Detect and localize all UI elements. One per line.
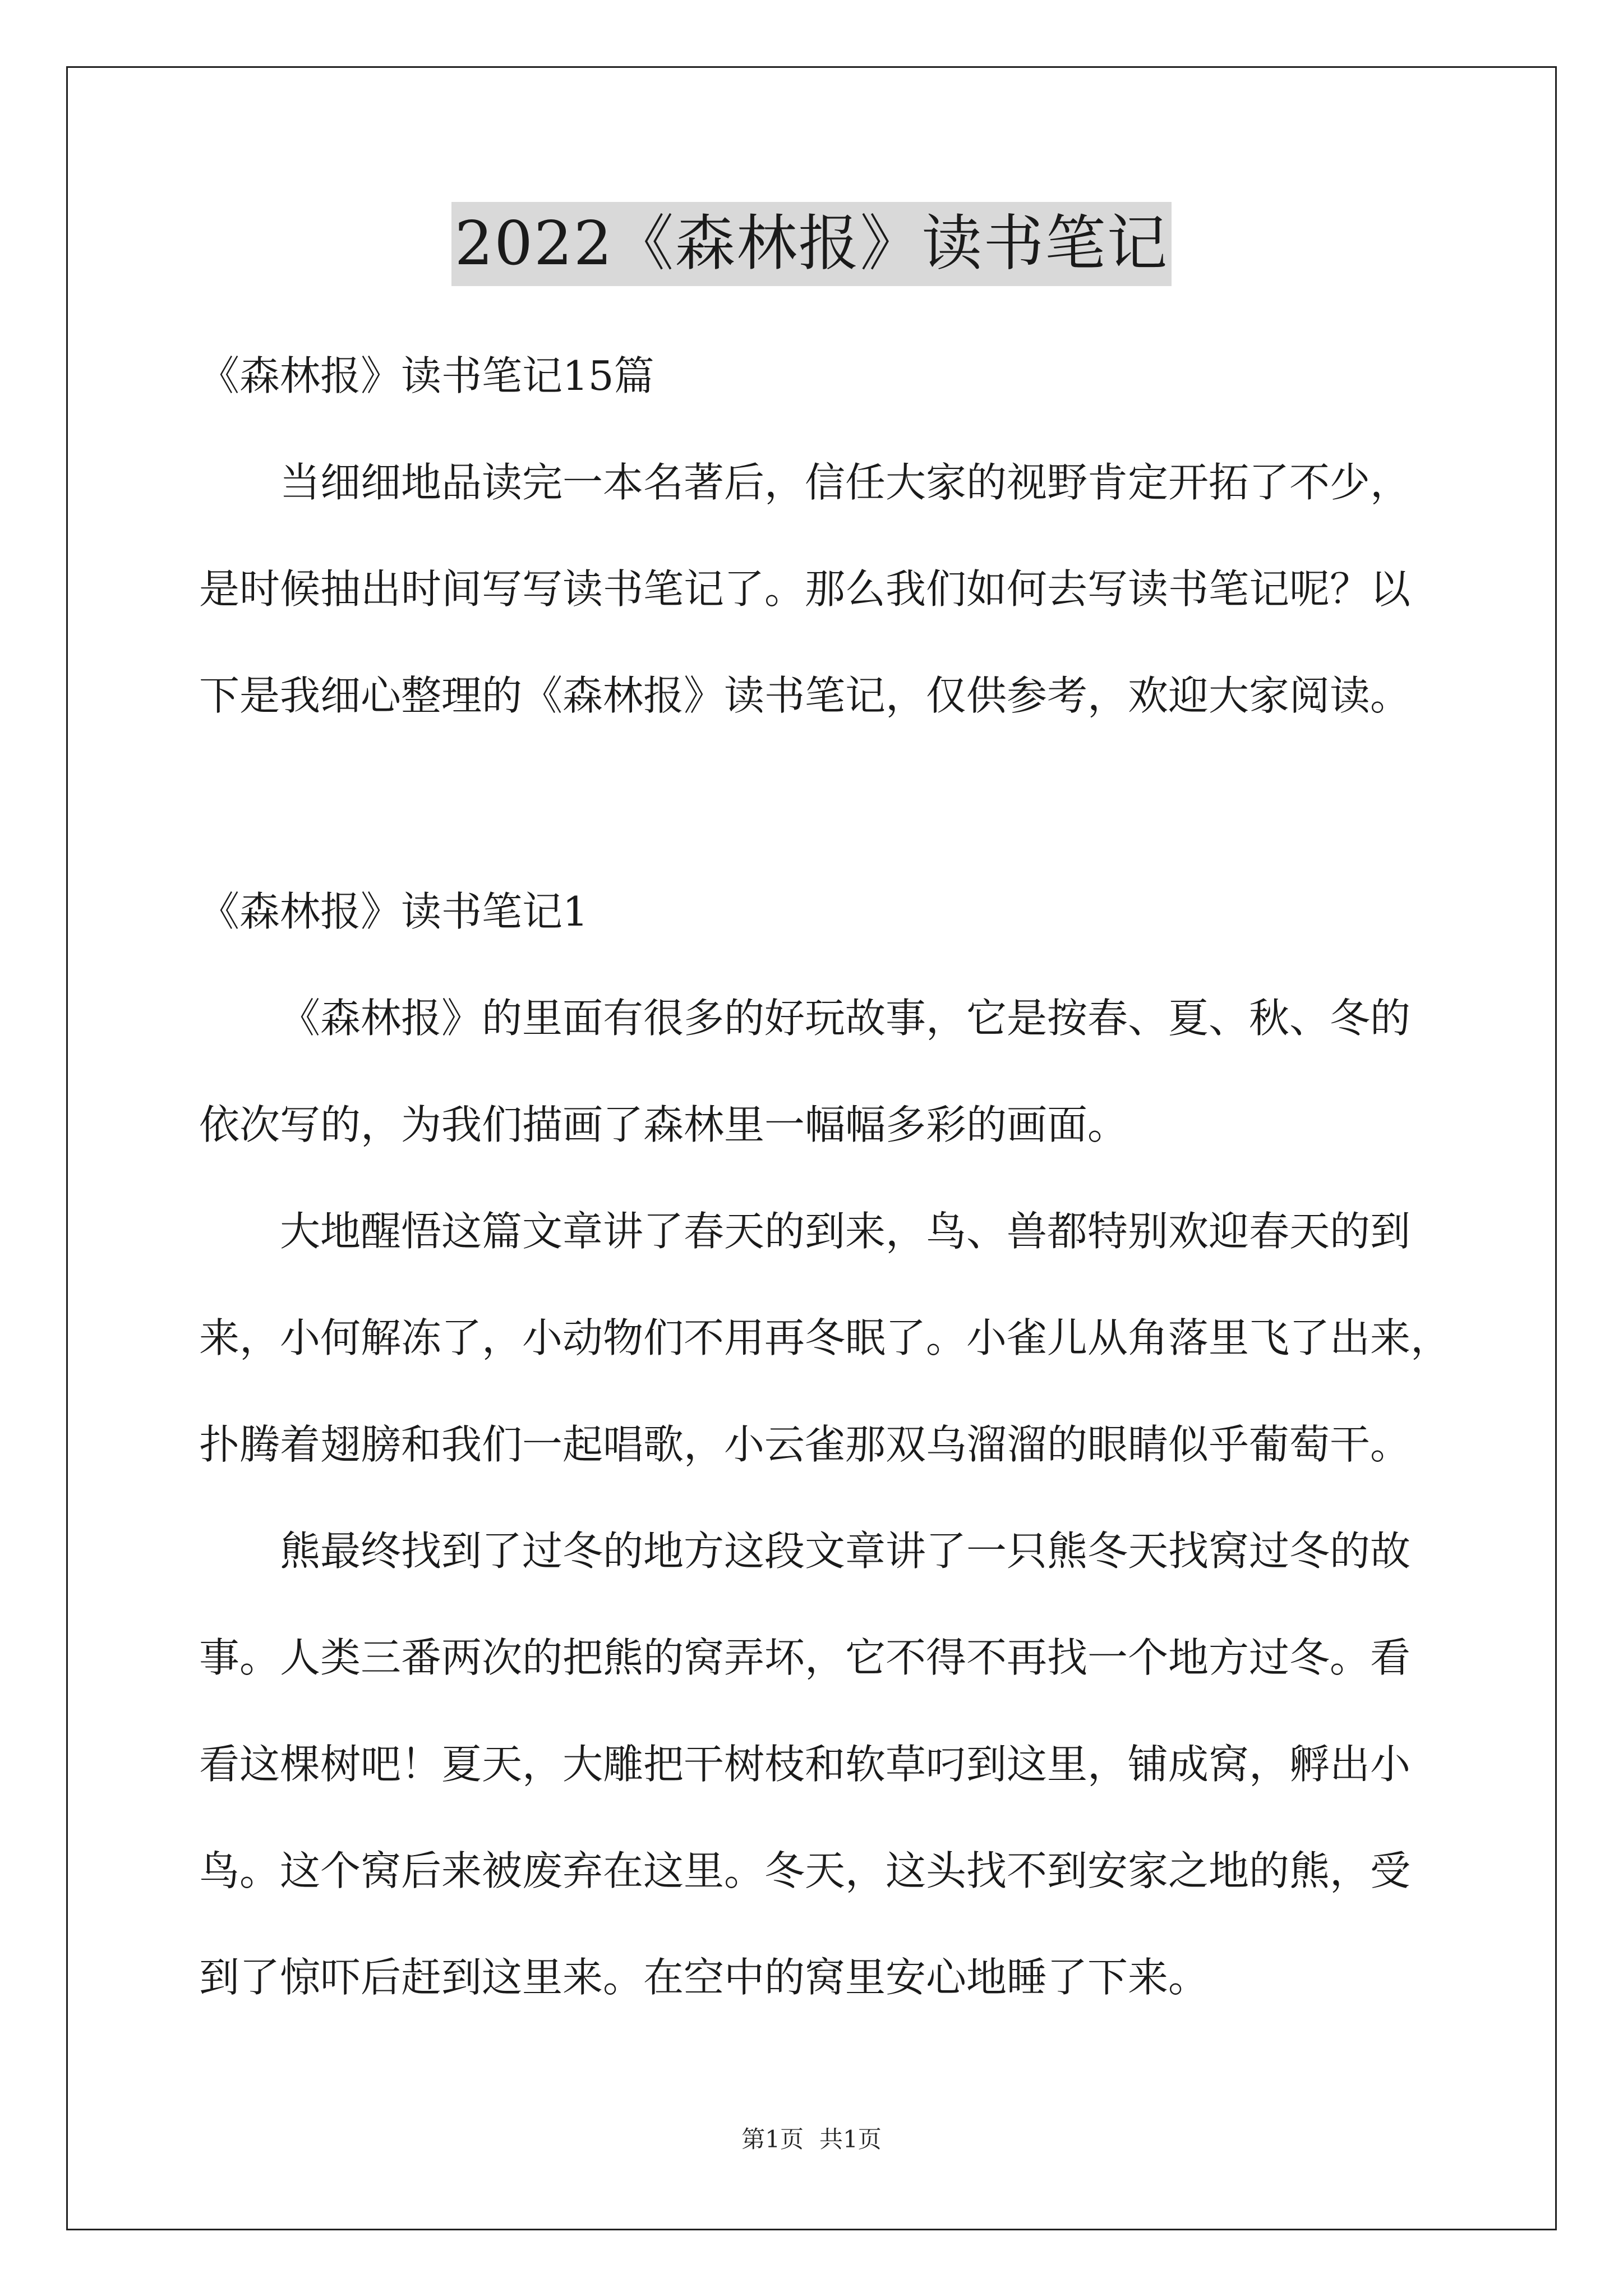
- section1-para2-line-2: 来，小何解冻了，小动物们不用再冬眠了。小雀儿从角落里飞了出来，: [199, 1314, 1451, 1361]
- intro-line-3: 下是我细心整理的《森林报》读书笔记，仅供参考，欢迎大家阅读。: [199, 672, 1411, 719]
- page-number: 第1页: [741, 2125, 804, 2153]
- section1-para3-line-2: 事。人类三番两次的把熊的窝弄坏，它不得不再找一个地方过冬。看: [199, 1634, 1411, 1681]
- section1-para3-line-5: 到了惊吓后赶到这里来。在空中的窝里安心地睡了下来。: [199, 1954, 1209, 2001]
- intro-line-2: 是时候抽出时间写写读书笔记了。那么我们如何去写读书笔记呢？以: [199, 565, 1411, 613]
- document-title: 2022《森林报》读书笔记: [451, 202, 1172, 286]
- section1-para1-line-1: 《森林报》的里面有很多的好玩故事，它是按春、夏、秋、冬的: [280, 995, 1411, 1042]
- section1-para1-line-2: 依次写的，为我们描画了森林里一幅幅多彩的画面。: [199, 1101, 1128, 1148]
- intro-line-1: 当细细地品读完一本名著后，信任大家的视野肯定开拓了不少，: [280, 459, 1411, 506]
- section1-para2-line-3: 扑腾着翅膀和我们一起唱歌，小云雀那双乌溜溜的眼睛似乎葡萄干。: [199, 1421, 1411, 1468]
- title-container: [0, 202, 1623, 286]
- section1-heading: 《森林报》读书笔记1: [199, 888, 588, 935]
- section1-para2-line-1: 大地醒悟这篇文章讲了春天的到来，鸟、兽都特别欢迎春天的到: [280, 1208, 1411, 1255]
- page-footer: [0, 2123, 1623, 2156]
- section1-para3-line-3: 看这棵树吧！夏天，大雕把干树枝和软草叼到这里，铺成窝，孵出小: [199, 1741, 1411, 1788]
- intro-heading: 《森林报》读书笔记15篇: [199, 352, 654, 399]
- page-total: 共1页: [819, 2125, 882, 2153]
- section1-para3-line-1: 熊最终找到了过冬的地方这段文章讲了一只熊冬天找窝过冬的故: [280, 1527, 1411, 1575]
- section1-para3-line-4: 鸟。这个窝后来被废弃在这里。冬天，这头找不到安家之地的熊，受: [199, 1847, 1411, 1894]
